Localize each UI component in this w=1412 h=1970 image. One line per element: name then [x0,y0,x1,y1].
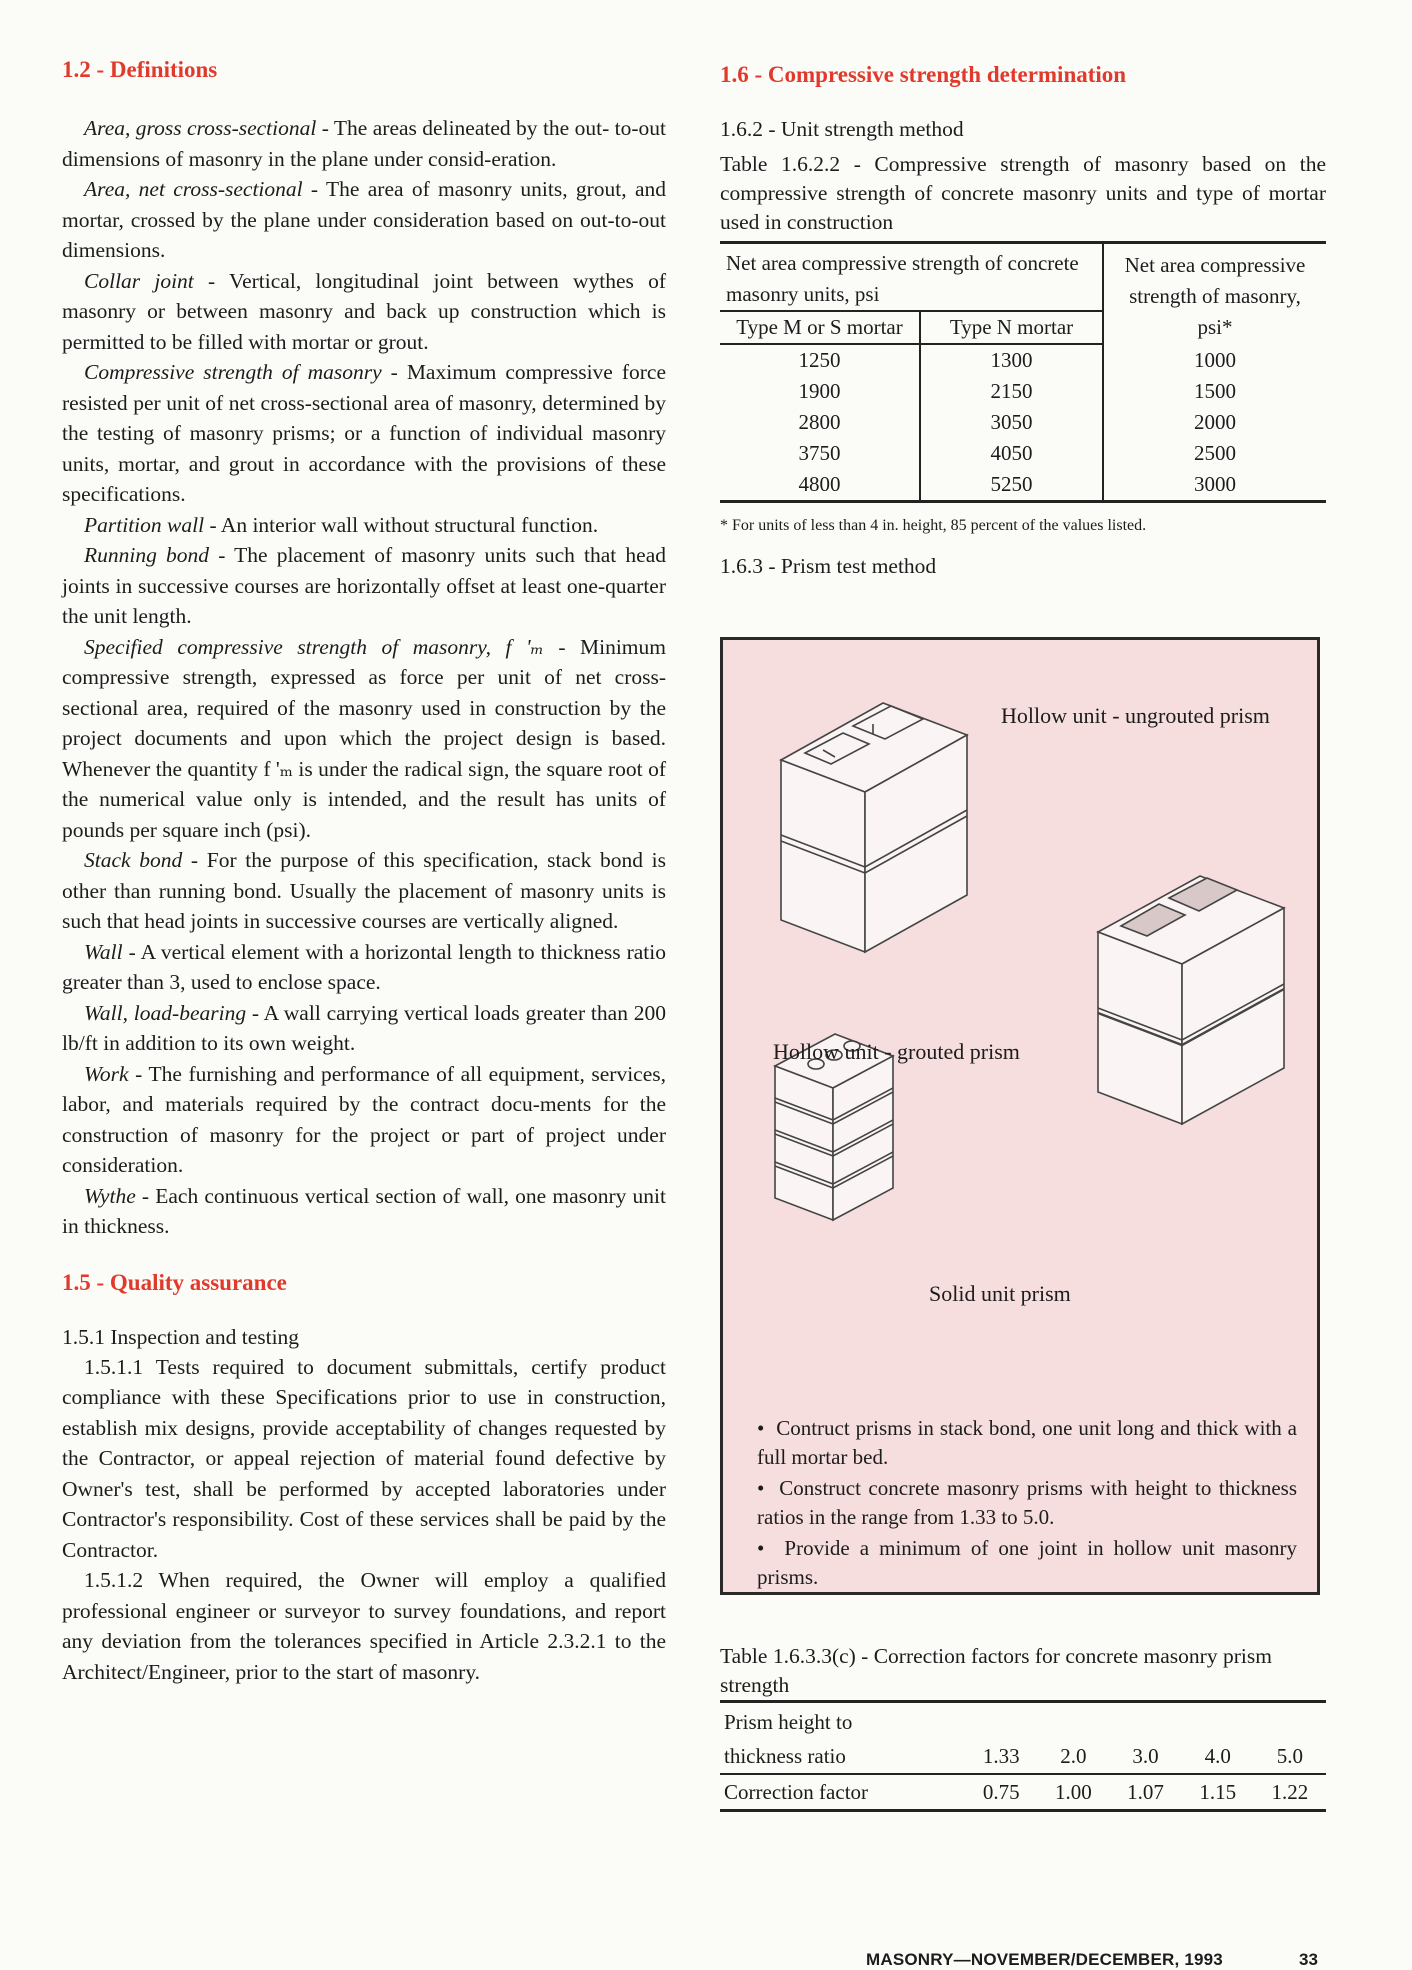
definition-text: - The area of masonry units, grout, and mortar, crossed by the plane under consideration based on out-to-out dimensions. [62,177,666,262]
cf-factor-cell: 1.15 [1182,1774,1254,1811]
quality-heading: 1.5 - Quality assurance [62,1269,287,1295]
left-column [62,55,666,1687]
definition-item [62,357,666,510]
definition-term: Wall [84,939,123,964]
definition-item [62,510,666,541]
cf-label-row1b: thickness ratio [720,1739,965,1774]
definition-text: - The areas delineated by the out- to-out dimensions of masonry in the plane under consid-eration. [62,116,666,171]
table-cell: 3750 [720,438,920,469]
definition-term: Area, net cross-sectional [84,177,303,201]
table-cell: 5250 [920,469,1103,502]
cf-ratio-cell: 4.0 [1182,1739,1254,1774]
table-cell: 1000 [1194,347,1236,372]
definition-item [62,998,666,1059]
table-cell: 1500 [1194,379,1236,403]
definition-item [62,1059,666,1181]
table-cell: 4800 [720,469,920,502]
figure-bullet-1: • Contruct prisms in stack bond, one unit long and thick with a full mortar bed. [757,1416,1297,1469]
definition-item [62,540,666,632]
definition-text: - Minimum compressive strength, expressed as force per unit of net cross-sectional area, required of the masonry used in construction by the project documents and upon which the project design is based. Whenever the quantity f 'ₘ is under the radical sign, the square root of the numerical value only is intended, and the result has units of pounds per square inch (psi). [62,634,667,842]
definition-text: - Vertical, longitudinal joint between wythes of masonry or between masonry and back up construction which is permitted to be filled with mortar or grout. [62,268,666,354]
compressive-heading: 1.6 - Compressive strength determination [720,62,1127,87]
definition-term: Stack bond [84,848,183,872]
prism-figure [720,637,1320,1595]
definition-text: - An interior wall without structural function. [204,512,599,537]
cf-ratio-cell: 3.0 [1109,1739,1181,1774]
definitions-heading: 1.2 - Definitions [62,57,218,82]
prism-method-subheading: 1.6.3 - Prism test method [720,554,937,578]
definition-term: Work [84,1061,129,1086]
unit-strength-subheading: 1.6.2 - Unit strength method [720,117,964,141]
correction-table-caption: Table 1.6.3.3(c) - Correction factors for concrete masonry prism strength [720,1644,1272,1697]
quality-paragraph-2: 1.5.1.2 When required, the Owner will employ a qualified professional engineer or surveyor to survey foundations, and report any deviation from the tolerances specified in Article 2.3.2.1 to the Architect/Engineer, prior to the start of masonry. [62,1568,666,1684]
table-cell: 1250 [720,344,920,376]
definition-term: Partition wall [84,512,205,537]
definitions-list [62,113,666,1242]
label-hollow-ungrouted: Hollow unit - ungrouted prism [1001,703,1270,728]
cf-label-row2: Correction factor [720,1774,965,1811]
table-cell: 2150 [920,376,1103,407]
cf-ratio-cell: 2.0 [1037,1739,1109,1774]
hollow-ungrouted-prism-drawing [781,703,967,952]
table-cell: 1900 [720,376,920,407]
definition-item [62,845,666,937]
definition-item [62,632,666,846]
cf-ratio-cell: 1.33 [965,1739,1037,1774]
definition-term: Wythe [84,1183,136,1208]
definition-item [62,174,666,266]
definition-text: - A vertical element with a horizontal length to thickness ratio greater than 3, used to enclose space. [62,939,666,994]
header-units-strength: Net area compressive strength of concrete masonry units, psi [720,243,1103,312]
definition-term: Specified compressive strength of masonry, f 'ₘ [84,634,544,659]
definition-text: - A wall carrying vertical loads greater than 200 lb/ft in addition to its own weight. [62,1000,666,1055]
header-type-ms: Type M or S mortar [720,311,920,344]
table-cell: 2000 [1194,410,1236,434]
definition-term: Wall, load-bearing [84,1000,247,1025]
table-cell: 4050 [920,438,1103,469]
inspection-subheading: 1.5.1 Inspection and testing [62,1324,300,1349]
definition-term: Compressive strength of masonry [84,360,382,384]
page-footer: MASONRY—NOVEMBER/DECEMBER, 1993 [866,1950,1223,1969]
table-row [720,344,1326,376]
strength-table [720,241,1326,503]
table-footnote: * For units of less than 4 in. height, 85 percent of the values listed. [720,517,1147,534]
right-column [720,60,1326,1804]
correction-factor-section [720,1642,1326,1812]
cf-factor-cell: 0.75 [965,1774,1037,1811]
definition-item [62,1181,666,1242]
definition-item [62,937,666,998]
definition-term: Collar joint [84,268,194,293]
label-solid-prism: Solid unit prism [929,1281,1071,1306]
table-cell: 2800 [720,407,920,438]
quality-paragraph-1: 1.5.1.1 Tests required to document submittals, certify product compliance with these Specifications prior to use in construction, establish mix designs, provide acceptability of changes requested by the Contractor, or appeal rejection of material found defective by Owner's test, shall be performed by accepted laboratories under Contractor's responsibility. Cost of these services shall be paid by the Contractor. [62,1354,666,1562]
table-cell: 3050 [920,407,1103,438]
strength-table-caption: Table 1.6.2.2 - Compressive strength of masonry based on the compressive strength of concrete masonry units and type of mortar used in construction [720,152,1326,234]
definition-text: - Maximum compressive force resisted per unit of net cross-sectional area of masonry, determined by the testing of masonry prisms; or a function of individual masonry units, mortar, and grout in accordance with the provisions of these specifications. [62,360,666,506]
definition-item [62,266,666,358]
table-cell: 1300 [920,344,1103,376]
definition-text: - Each continuous vertical section of wall, one masonry unit in thickness. [62,1183,666,1238]
table-row [720,376,1326,407]
table-row [720,438,1326,469]
table-cell: 2500 [1194,441,1236,465]
header-type-n: Type N mortar [920,311,1103,344]
definition-text: - The placement of masonry units such that head joints in successive courses are horizontally offset at least one-quarter the unit length. [62,543,667,628]
label-hollow-grouted: Hollow unit - grouted prism [773,1039,1020,1064]
table-cell: 3000 [1103,469,1326,502]
definition-text: - The furnishing and performance of all equipment, services, labor, and materials required by the contract docu-ments for the construction of masonry for the project or part of project under consideration. [62,1061,666,1177]
figure-bullet-3: • Provide a minimum of one joint in hollow unit masonry prisms. [757,1536,1297,1589]
cf-factor-cell: 1.07 [1109,1774,1181,1811]
cf-factor-cell: 1.00 [1037,1774,1109,1811]
header-masonry-strength: Net area compressive strength of masonry, psi* [1103,243,1326,345]
correction-table [720,1700,1326,1812]
cf-ratio-cell: 5.0 [1254,1739,1326,1774]
definition-term: Running bond [84,543,210,567]
figure-bullet-2: • Construct concrete masonry prisms with height to thickness ratios in the range from 1.33 to 5.0. [757,1476,1297,1529]
hollow-grouted-prism-drawing [1098,876,1284,1124]
definition-item [62,113,666,174]
page-number: 33 [1299,1950,1318,1969]
table-row [720,407,1326,438]
cf-label-row1a: Prism height to [720,1702,965,1740]
cf-factor-cell: 1.22 [1254,1774,1326,1811]
definition-text: - For the purpose of this specification, stack bond is other than running bond. Usually the placement of masonry units is such that head joints in successive courses are vertically aligned. [62,848,666,933]
definition-term: Area, gross cross-sectional [84,116,317,140]
table-row [720,469,1326,502]
